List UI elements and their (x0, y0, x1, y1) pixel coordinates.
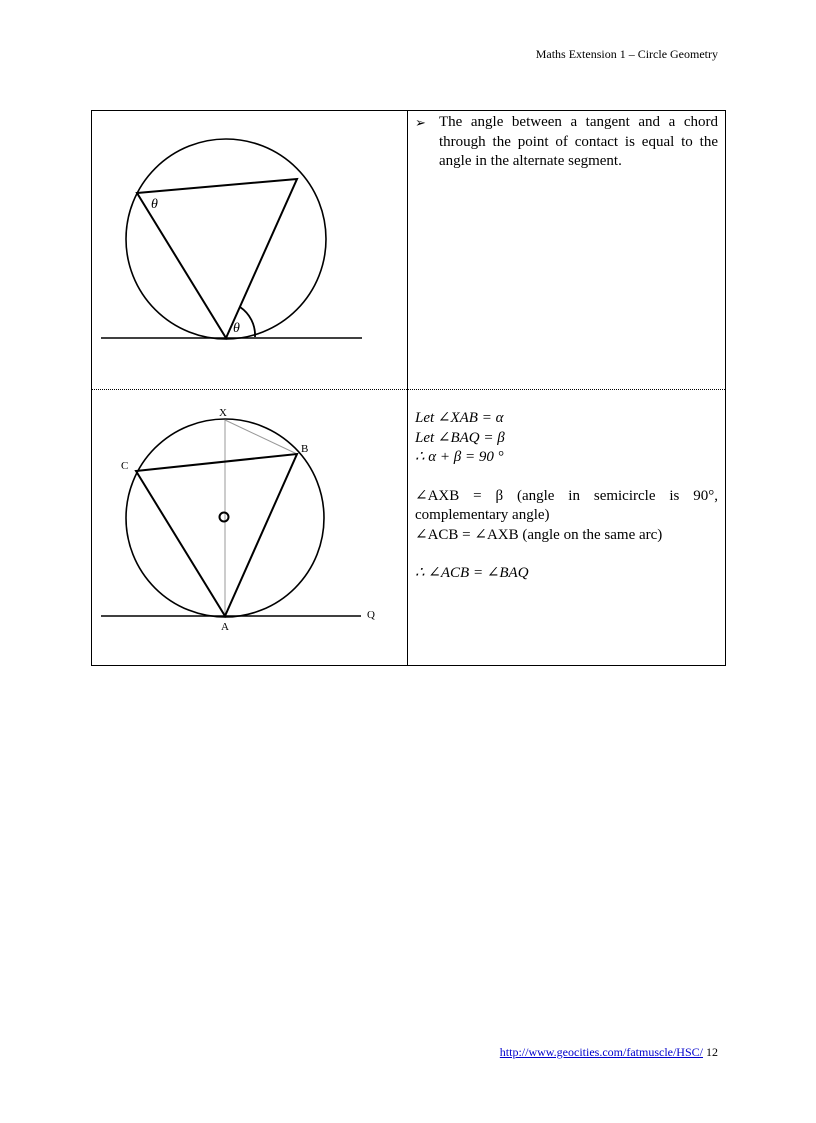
theta-label-top: θ (151, 197, 158, 212)
point-label-C: C (121, 460, 129, 472)
point-label-X: X (219, 407, 227, 419)
theta-label-bottom: θ (233, 321, 240, 336)
inscribed-triangle-2 (136, 454, 297, 616)
point-label-B: B (301, 443, 309, 455)
page-footer (400, 1045, 718, 1060)
proof-line-1: Let ∠XAB = α (415, 410, 504, 426)
point-label-A: A (221, 621, 229, 633)
centre-point (220, 513, 229, 522)
proof-line-4: ∠AXB = β (angle in semicircle is 90°, complementary angle) (415, 487, 718, 523)
proof-line-3: ∴ α + β = 90 ° (415, 449, 504, 465)
proof-line-6: ∴ ∠ACB = ∠BAQ (415, 565, 529, 581)
figure-proof (101, 407, 375, 633)
page-number: 12 (706, 1045, 718, 1059)
footer-link[interactable]: http://www.geocities.com/fatmuscle/HSC/ (499, 1045, 703, 1059)
point-label-Q: Q (367, 609, 375, 621)
angle-arc-1 (240, 307, 255, 337)
proof-line-5: ∠ACB = ∠AXB (angle on the same arc) (415, 526, 663, 543)
page-header: Maths Extension 1 – Circle Geometry (535, 47, 718, 61)
theorem-statement (415, 113, 718, 172)
proof-block (415, 409, 718, 584)
theorem-text: The angle between a tangent and a chord through the point of contact is equal to the angle in the alternate segment. (439, 114, 718, 169)
figure-tangent-chord (101, 139, 362, 339)
circle-outline-1 (126, 139, 326, 339)
proof-line-2: Let ∠BAQ = β (415, 429, 505, 446)
bullet-arrow-icon: ➢ (415, 115, 426, 130)
